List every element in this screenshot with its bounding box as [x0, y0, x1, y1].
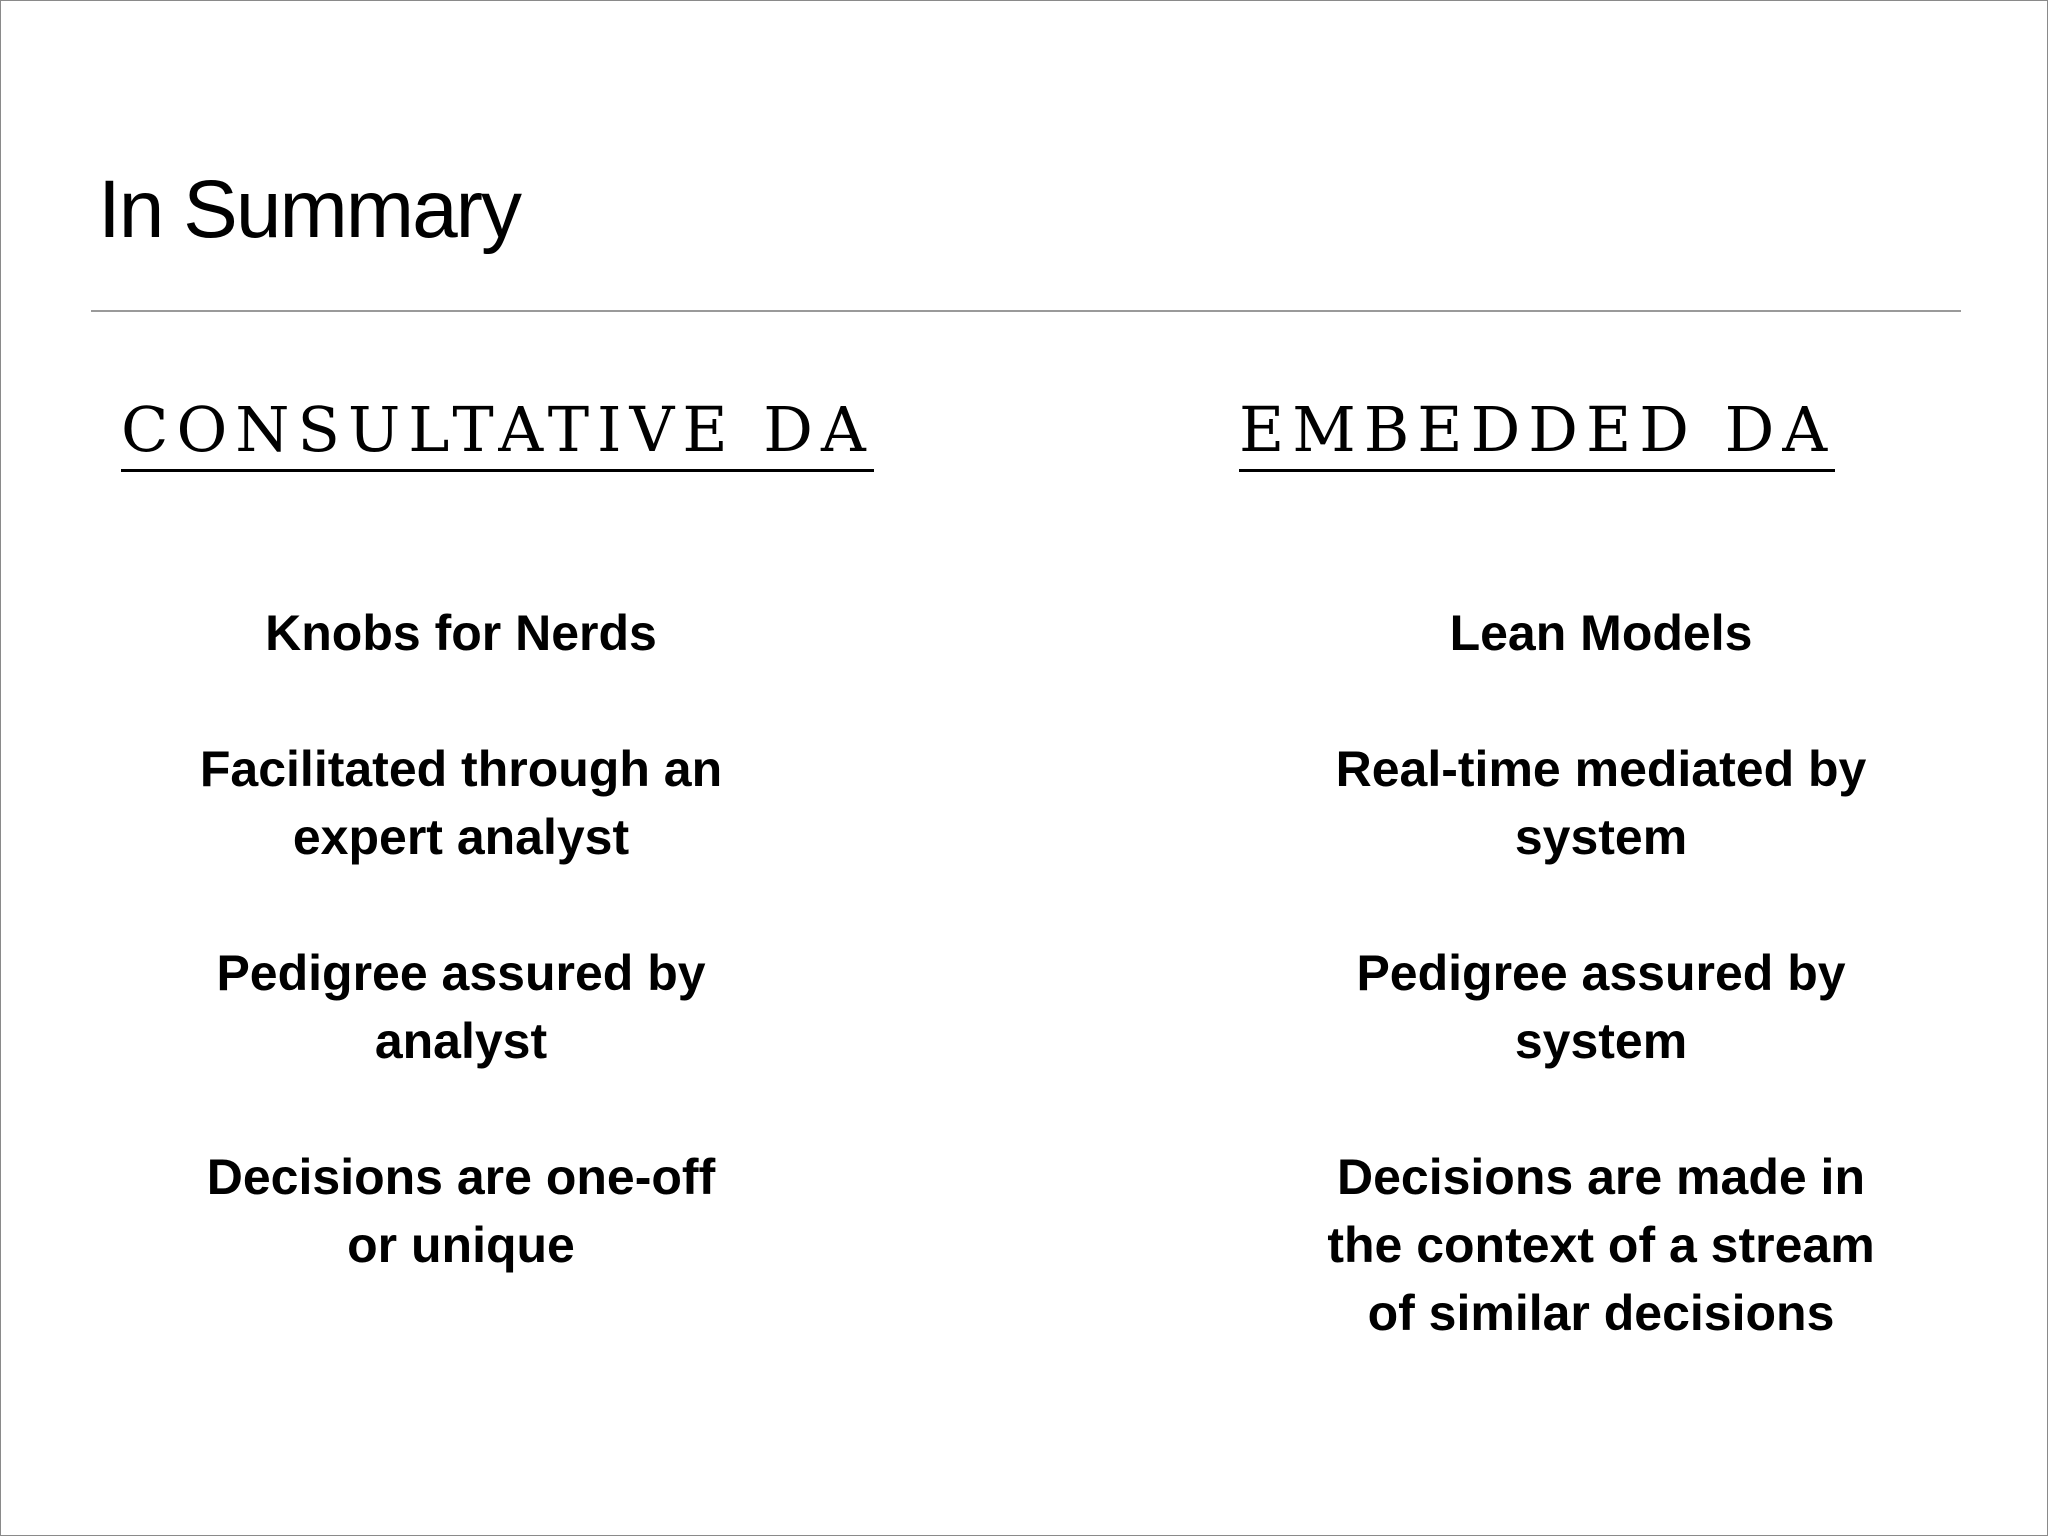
item-line: Lean Models [1449, 605, 1753, 661]
item-line: Pedigree assured by [1356, 945, 1846, 1001]
item-line: expert analyst [292, 809, 630, 865]
slide-title: In Summary [98, 164, 520, 255]
item-line: Pedigree assured by [216, 945, 706, 1001]
embedded-da-heading: EMBEDDED DA [1239, 399, 1835, 472]
item-line: of similar decisions [1367, 1285, 1835, 1341]
embedded-item-decisions [1241, 1143, 1961, 1347]
title-divider [91, 310, 1961, 312]
item-line: Facilitated through an [199, 741, 723, 797]
embedded-item-lean-models [1241, 599, 1961, 667]
item-line: Real-time mediated by [1335, 741, 1867, 797]
consultative-item-knobs [101, 599, 821, 667]
item-line: system [1514, 1013, 1688, 1069]
item-line: system [1514, 809, 1688, 865]
consultative-item-decisions [101, 1143, 821, 1279]
item-line: or unique [347, 1217, 575, 1273]
item-line: Decisions are made in [1336, 1149, 1865, 1205]
item-line: Decisions are one-off [206, 1149, 716, 1205]
consultative-item-facilitated [101, 735, 821, 871]
embedded-da-column [1241, 599, 1961, 1415]
consultative-da-heading: CONSULTATIVE DA [121, 399, 874, 472]
embedded-item-realtime [1241, 735, 1961, 871]
consultative-da-column [101, 599, 821, 1347]
item-line: the context of a stream [1327, 1217, 1875, 1273]
embedded-item-pedigree [1241, 939, 1961, 1075]
item-line: analyst [374, 1013, 548, 1069]
item-line: Knobs for Nerds [265, 605, 657, 661]
consultative-item-pedigree [101, 939, 821, 1075]
